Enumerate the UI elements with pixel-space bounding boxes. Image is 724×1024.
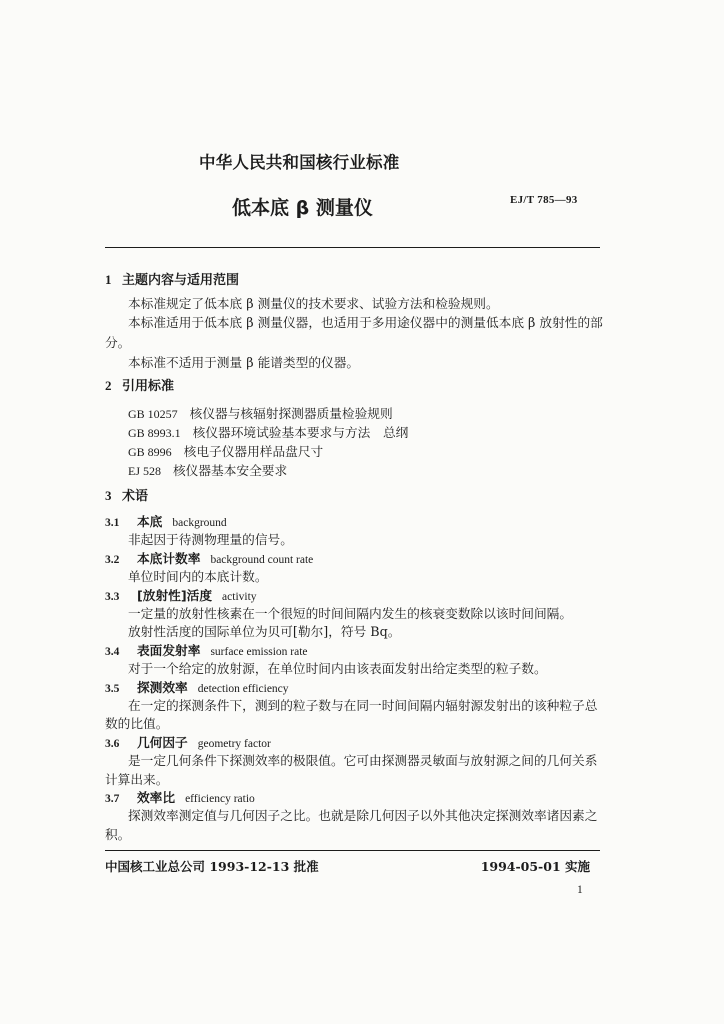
reference-item [105,461,610,480]
term-english: background [172,517,227,530]
definition-line: 一定量的放射性核素在一个很短的时间间隔内发生的核衰变数除以该时间间隔。 [128,605,573,621]
implementation-date: 1994-05-01 实施 [480,859,590,874]
definition-line: 非起因于待测物理量的信号。 [128,532,293,548]
reference-title: 核仪器环境试验基本要求与方法 总纲 [192,424,409,440]
term-english: efficiency ratio [185,792,255,805]
document-body [105,270,610,844]
definition-line: 积。 [105,826,131,842]
term-number: 3.5 [105,682,120,695]
reference-code: GB 10257 [128,406,178,421]
term-number: 3.4 [105,645,120,658]
section-number: 1 [105,272,112,287]
paragraph-line: 本标准规定了低本底 β 测量仪的技术要求、试验方法和检验规则。 [128,295,499,311]
term-english: detection efficiency [197,682,289,695]
section-title: 引用标准 [122,379,175,395]
definition-line: 是一定几何条件下探测效率的极限值。它可由探测器灵敏面与放射源之间的几何关系 [128,753,598,769]
term-name: [放射性]活度 [137,587,213,603]
section-terms [105,486,610,844]
reference-list [105,404,610,481]
term-name: 本底计数率 [137,550,201,566]
term-name: 几何因子 [137,734,188,750]
section-heading [105,376,610,396]
reference-code: GB 8993.1 [128,425,181,440]
term-heading [105,734,610,752]
footer-divider [105,850,600,851]
term-english: activity [222,590,257,603]
approval-note: 中国核工业总公司 1993-12-13 批准 [105,859,319,874]
term-number: 3.7 [105,792,120,805]
term-name: 探测效率 [137,679,188,695]
term-heading [105,789,610,807]
definition-line: 探测效率测定值与几何因子之比。也就是除几何因子以外其他决定探测效率诸因素之 [128,808,598,824]
definition-line: 计算出来。 [105,771,169,787]
reference-code: GB 8996 [128,445,172,460]
term-heading [105,513,610,531]
term-number: 3.2 [105,553,120,566]
term-heading [105,679,610,697]
definition-line: 放射性活度的国际单位为贝可[勒尔]，符号 Bq。 [128,624,401,640]
term-name: 表面发射率 [137,642,201,658]
reference-item [105,442,610,461]
definition-line: 对于一个给定的放射源，在单位时间内由该表面发射出给定类型的粒子数。 [128,661,547,677]
reference-code: EJ 528 [128,464,161,479]
term-english: background count rate [210,553,314,566]
term-number: 3.3 [105,590,120,603]
doc-title: 低本底 β 测量仪 [232,197,373,219]
reference-item [105,423,610,442]
definition-line: 数的比值。 [105,716,169,732]
term-english: geometry factor [197,737,271,750]
definition-line: 单位时间内的本底计数。 [128,569,268,585]
section-heading [105,270,610,290]
term-name: 本底 [137,514,163,530]
term-name: 效率比 [137,789,176,805]
reference-title: 核仪器与核辐射探测器质量检验规则 [189,405,393,421]
term-heading [105,642,610,660]
section-number: 3 [105,488,112,504]
term-number: 3.6 [105,737,120,750]
section-number: 2 [105,378,112,394]
header-divider [105,247,600,248]
section-title: 术语 [122,489,149,505]
term-list [105,513,610,844]
org-title: 中华人民共和国核行业标准 [199,153,400,172]
section-scope [105,270,610,372]
paragraph-line: 本标准适用于低本底 β 测量仪器，也适用于多用途仪器中的测量低本底 β 放射性的部 [128,315,603,331]
reference-title: 核电子仪器用样品盘尺寸 [183,444,324,460]
term-number: 3.1 [105,517,120,530]
section-heading [105,486,610,506]
term-heading [105,550,610,568]
term-english: surface emission rate [210,645,308,658]
paragraph-line: 分。 [105,334,131,350]
page-number: 1 [577,884,583,896]
term-heading [105,587,610,605]
reference-title: 核仪器基本安全要求 [173,463,288,479]
reference-item [105,404,610,423]
section-references [105,376,610,480]
standard-code: EJ/T 785—93 [510,194,578,206]
definition-line: 在一定的探测条件下，测到的粒子数与在同一时间间隔内辐射源发射出的该种粒子总 [128,697,598,713]
section-body [105,294,610,373]
paragraph-line: 本标准不适用于测量 β 能谱类型的仪器。 [128,354,360,370]
section-title: 主题内容与适用范围 [122,273,240,288]
